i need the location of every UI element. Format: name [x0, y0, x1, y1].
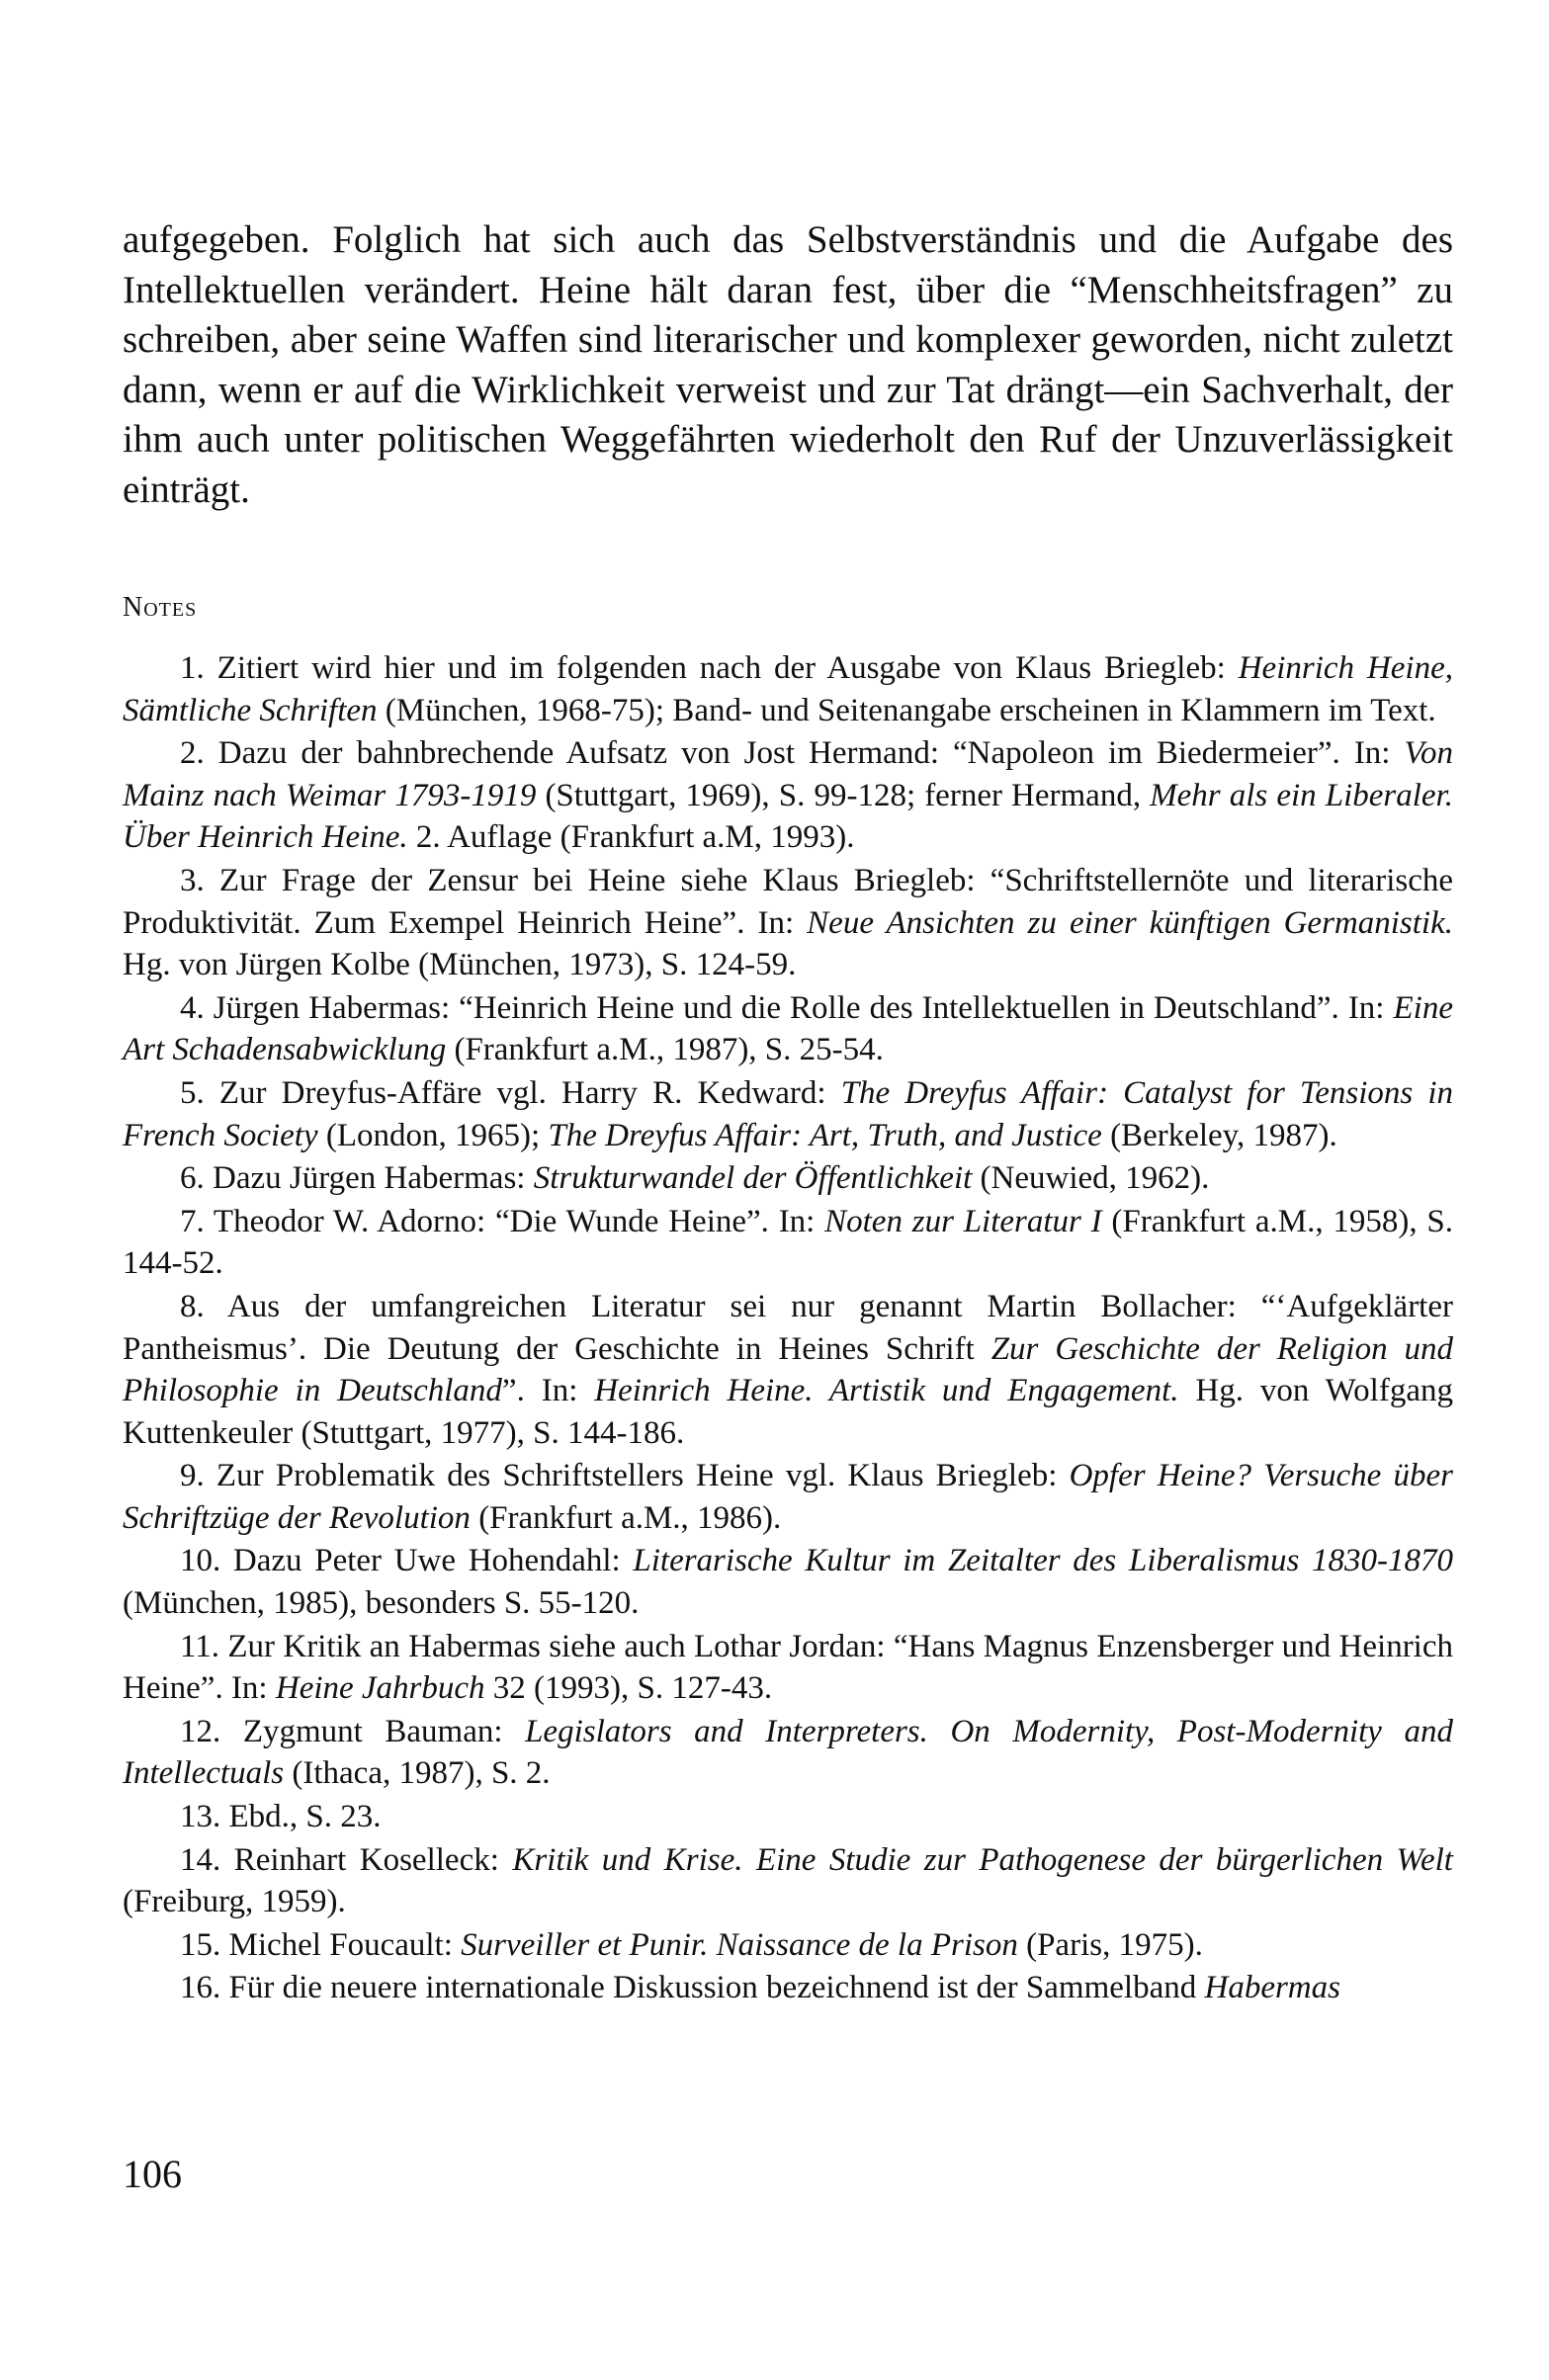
note-title-italic: The Dreyfus Affair: Art, Truth, and Justice: [548, 1117, 1102, 1153]
note-title-italic: Mehr als ein Liberaler. Über Heinrich Heine.: [123, 777, 1453, 856]
note-text: Zygmunt Bauman:: [220, 1713, 526, 1749]
note-title-italic: Heinrich Heine. Artistik und Engagement.: [594, 1373, 1179, 1409]
note-item: [123, 987, 1453, 1071]
page-number: 106: [123, 2152, 182, 2196]
note-number: 7.: [180, 1203, 205, 1239]
note-text: (Frankfurt a.M., 1987), S. 25-54.: [446, 1032, 884, 1068]
note-title-italic: The Dreyfus Affair: Catalyst for Tensions in French Society: [123, 1074, 1453, 1153]
note-text: Hg. von Wolfgang Kuttenkeuler (Stuttgart, 1977), S. 144-186.: [123, 1373, 1453, 1451]
note-item: [123, 1796, 1453, 1838]
note-text: Ebd., S. 23.: [220, 1799, 382, 1835]
note-text: Dazu Jürgen Habermas:: [204, 1160, 534, 1197]
note-text: (Neuwied, 1962).: [972, 1160, 1210, 1197]
note-text: Zur Problematik des Schriftstellers Heine vgl. Klaus Briegleb:: [204, 1458, 1070, 1494]
notes-heading: Notes: [123, 592, 198, 623]
note-text: (Berkeley, 1987).: [1101, 1117, 1337, 1153]
note-number: 14.: [180, 1841, 221, 1878]
note-text: (Frankfurt a.M., 1986).: [470, 1499, 782, 1536]
note-body: [123, 735, 1453, 855]
note-body: [123, 1543, 1453, 1621]
note-text: (Ithaca, 1987), S. 2.: [284, 1755, 551, 1792]
note-item: [123, 1540, 1453, 1624]
note-item: [123, 1626, 1453, 1710]
note-text: Dazu Peter Uwe Hohendahl:: [220, 1543, 634, 1579]
note-text: Zur Dreyfus-Affäre vgl. Harry R. Kedward:: [204, 1074, 841, 1111]
note-text: (Stuttgart, 1969), S. 99-128; ferner Hermand,: [536, 777, 1151, 813]
note-title-italic: Von Mainz nach Weimar 1793-1919: [123, 735, 1453, 813]
note-text: (Paris, 1975).: [1017, 1926, 1203, 1963]
note-item: [123, 1201, 1453, 1285]
note-number: 5.: [180, 1074, 205, 1111]
note-body: [205, 1160, 1210, 1196]
note-number: 6.: [180, 1160, 205, 1197]
note-item: [123, 732, 1453, 859]
note-number: 13.: [180, 1799, 221, 1835]
note-number: 9.: [180, 1458, 205, 1494]
note-number: 8.: [180, 1288, 205, 1324]
note-title-italic: Kritik und Krise. Eine Studie zur Pathogenese der bürgerlichen Welt: [512, 1841, 1453, 1878]
note-body: [123, 1842, 1453, 1920]
note-body: [123, 1075, 1453, 1153]
note-title-italic: Opfer Heine? Versuche über Schriftzüge der Revolution: [123, 1458, 1453, 1536]
note-title-italic: Noten zur Literatur I: [824, 1203, 1102, 1239]
note-title-italic: Heinrich Heine, Sämtliche Schriften: [123, 650, 1453, 728]
note-body: [123, 1629, 1453, 1707]
page-content: [123, 215, 1453, 2010]
note-item: [123, 860, 1453, 986]
note-item: [123, 1286, 1453, 1454]
note-title-italic: Zur Geschichte der Religion und Philosophie in Deutschland: [123, 1330, 1454, 1409]
note-number: 12.: [180, 1713, 221, 1749]
note-title-italic: Eine Art Schadensabwicklung: [123, 989, 1453, 1068]
note-text: Dazu der bahnbrechende Aufsatz von Jost Hermand: “Napoleon im Biedermeier”. In:: [204, 735, 1405, 772]
note-text: Theodor W. Adorno: “Die Wunde Heine”. In:: [204, 1203, 825, 1239]
note-title-italic: Habermas: [1204, 1970, 1340, 2006]
note-item: [123, 1924, 1453, 1967]
note-title-italic: Strukturwandel der Öffentlichkeit: [533, 1160, 973, 1197]
note-text: Reinhart Koselleck:: [220, 1841, 513, 1878]
note-text: Zur Frage der Zensur bei Heine siehe Klaus Briegleb: “Schriftstellernöte und literarische Produktivität. Zum Exempel Heinrich Heine”. In:: [123, 862, 1453, 941]
note-number: 4.: [180, 989, 205, 1026]
note-body: [220, 1970, 1340, 2005]
note-text: Zur Kritik an Habermas siehe auch Lothar Jordan: “Hans Magnus Enzensberger und Heinrich Heine”. In:: [123, 1628, 1453, 1707]
body-paragraph: aufgegeben. Folglich hat sich auch das Selbstverständnis und die Aufgabe des Intellektuellen verändert. Heine hält daran fest, über die “Menschheitsfragen” zu schreiben, aber seine Waffen sind literarischer und komplexer geworden, nicht zuletzt dann, wenn er auf die Wirklichkeit verweist und zur Tat drängt—ein Sachverhalt, der ihm auch unter politischen Weggefährten wiederholt den Ruf der Unzuverlässigkeit einträgt.: [123, 218, 1453, 511]
note-body: [123, 650, 1453, 728]
note-number: 10.: [180, 1543, 221, 1579]
note-text: Für die neuere internationale Diskussion bezeichnend ist der Sammelband: [220, 1970, 1205, 2006]
note-item: [123, 1839, 1453, 1923]
note-title-italic: Surveiller et Punir. Naissance de la Prison: [461, 1926, 1018, 1963]
note-body: [123, 1289, 1453, 1451]
note-body: [220, 1927, 1203, 1963]
note-text: (London, 1965);: [317, 1117, 549, 1153]
note-item: [123, 1157, 1453, 1200]
note-body: [123, 863, 1453, 982]
note-number: 2.: [180, 735, 205, 772]
note-number: 15.: [180, 1926, 221, 1963]
note-item: [123, 647, 1453, 731]
note-number: 1.: [180, 650, 205, 686]
note-text: Zitiert wird hier und im folgenden nach der Ausgabe von Klaus Briegleb:: [204, 650, 1239, 686]
note-body: [123, 1204, 1453, 1282]
note-title-italic: Neue Ansichten zu einer künftigen Germanistik.: [807, 904, 1453, 941]
note-text: Aus der umfangreichen Literatur sei nur genannt Martin Bollacher: “‘Aufgeklärter Pantheismus’. Die Deutung der Geschichte in Heines Schrift: [123, 1288, 1453, 1367]
note-item: [123, 1711, 1453, 1795]
note-title-italic: Heine Jahrbuch: [275, 1670, 485, 1707]
note-item: [123, 1967, 1453, 2009]
notes-list: [123, 647, 1453, 2009]
note-text: (Frankfurt a.M., 1958), S. 144-52.: [123, 1203, 1453, 1282]
note-number: 3.: [180, 862, 205, 898]
note-text: Hg. von Jürgen Kolbe (München, 1973), S. 124-59.: [123, 947, 797, 983]
note-body: [220, 1799, 381, 1834]
note-body: [123, 1458, 1453, 1536]
note-title-italic: Legislators and Interpreters. On Modernity, Post-Modernity and Intellectuals: [123, 1713, 1453, 1792]
note-body: [123, 1714, 1453, 1792]
note-text: 2. Auflage (Frankfurt a.M, 1993).: [407, 819, 855, 856]
note-text: (München, 1968-75); Band- und Seitenangabe erscheinen in Klammern im Text.: [377, 692, 1436, 728]
note-text: (Freiburg, 1959).: [123, 1884, 346, 1920]
note-text: Jürgen Habermas: “Heinrich Heine und die Rolle des Intellektuellen in Deutschland”. In:: [204, 989, 1394, 1026]
note-text: Michel Foucault:: [220, 1926, 462, 1963]
note-number: 11.: [180, 1628, 220, 1664]
note-number: 16.: [180, 1970, 221, 2006]
note-body: [123, 990, 1453, 1068]
note-text: 32 (1993), S. 127-43.: [484, 1670, 773, 1707]
note-text: (München, 1985), besonders S. 55-120.: [123, 1585, 640, 1622]
note-text: ”. In:: [501, 1373, 595, 1409]
note-item: [123, 1455, 1453, 1539]
note-item: [123, 1072, 1453, 1156]
note-title-italic: Literarische Kultur im Zeitalter des Liberalismus 1830-1870: [633, 1543, 1453, 1579]
